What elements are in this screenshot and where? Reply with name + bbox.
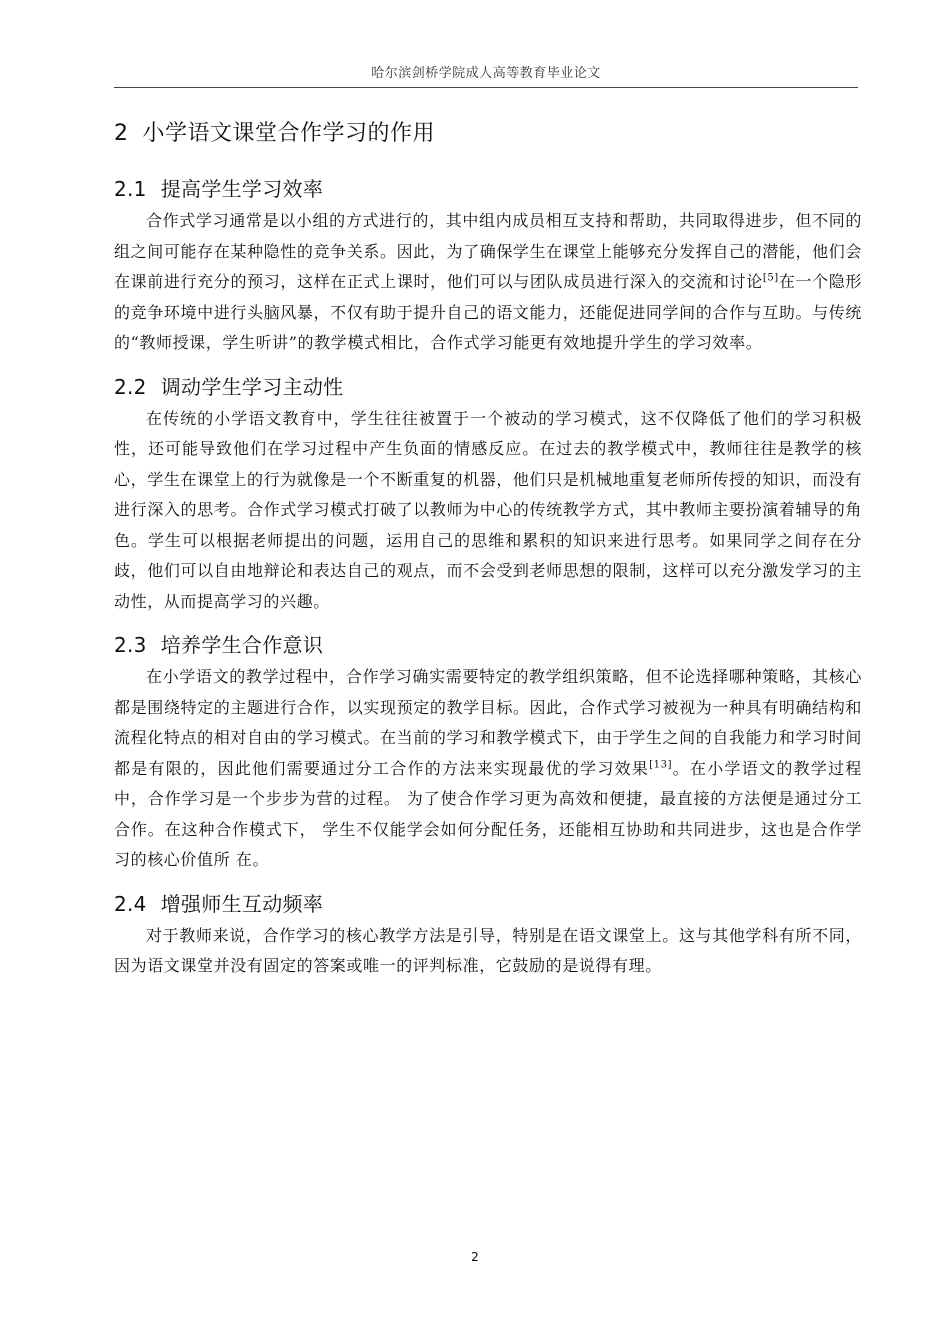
paragraph-text: 合作式学习通常是以小组的方式进行的，其中组内成员相互支持和帮助，共同取得进步，但不同的组之间可能存在某种隐性的竞争关系。因此，为了确保学生在课堂上能够充分发挥自己的潜能，他们会在课前进行充分的预习，这样在正式上课时，他们可以与团队成员进行深入的交流和讨论	[114, 211, 862, 291]
section-heading	[114, 173, 862, 202]
page-number: 2	[471, 1250, 479, 1264]
header-divider	[114, 87, 858, 88]
paragraph-text: 在一个隐形的竞争环境中进行头脑风暴，不仅有助于提升自己的语文能力，还能促进同学间的合作与互助。与传统的“教师授课，学生听讲”的教学模式相比，合作式学习能更有效地提升学生的学习效率。	[114, 272, 862, 352]
page-body	[114, 112, 862, 988]
chapter-heading	[114, 116, 862, 147]
section-title: 调动学生学习主动性	[160, 374, 344, 399]
chapter-title: 小学语文课堂合作学习的作用	[142, 121, 436, 146]
section-title: 增强师生互动频率	[160, 891, 324, 916]
section-paragraph: 在传统的小学语文教育中，学生往往被置于一个被动的学习模式，这不仅降低了他们的学习积极性，还可能导致他们在学习过程中产生负面的情感反应。在过去的教学模式中，教师往往是教学的核心，学生在课堂上的行为就像是一个不断重复的机器，他们只是机械地重复老师所传授的知识，而没有进行深入的思考。合作式学习模式打破了以教师为中心的传统教学方式，其中教师主要扮演着辅导的角色。学生可以根据老师提出的问题，运用自己的思维和累积的知识来进行思考。如果同学之间存在分歧，他们可以自由地辩论和表达自己的观点，而不会受到老师思想的限制，这样可以充分激发学习的主动性，从而提高学习的兴趣。	[114, 408, 862, 611]
section-heading	[114, 629, 862, 658]
header-title: 哈尔滨剑桥学院成人高等教育毕业论文	[371, 66, 601, 81]
section-paragraph: 对于教师来说，合作学习的核心教学方法是引导，特别是在语文课堂上。这与其他学科有所不同，因为语文课堂并没有固定的答案或唯一的评判标准，它鼓励的是说得有理。	[114, 925, 862, 975]
citation-ref: [5]	[762, 272, 779, 284]
section-title: 提高学生学习效率	[160, 177, 324, 201]
section-title: 培养学生合作意识	[160, 633, 324, 657]
section-number: 2.4	[114, 891, 147, 916]
section-number: 2.1	[114, 177, 147, 201]
section-2-3	[114, 629, 862, 876]
section-number: 2.3	[114, 633, 147, 657]
section-paragraph	[114, 206, 862, 359]
section-2-1	[114, 173, 862, 359]
section-2-4	[114, 888, 862, 982]
section-2-2	[114, 371, 862, 618]
section-heading	[114, 371, 862, 400]
section-heading	[114, 888, 862, 917]
section-number: 2.2	[114, 374, 147, 399]
citation-ref: [13]	[649, 759, 673, 771]
paragraph-text: 在小学语文的教学过程中，合作学习确实需要特定的教学组织策略，但不论选择哪种策略，其核心都是围绕特定的主题进行合作，以实现预定的教学目标。因此，合作式学习被视为一种具有明确结构和流程化特点的相对自由的学习模式。在当前的学习和教学模式下，由于学生之间的自我能力和学习时间都是有限的，因此他们需要通过分工合作的方法来实现最优的学习效果	[114, 667, 862, 778]
paragraph-text: 。在小学语文的教学过程中，合作学习是一个步步为营的过程。 为了使合作学习更为高效和便捷，最直接的方法便是通过分工合作。在这种合作模式下， 学生不仅能学会如何分配任务，还能相互协助和共同进步，这也是合作学习的核心价值所 在。	[114, 758, 862, 869]
section-paragraph	[114, 662, 862, 876]
chapter-number: 2	[114, 121, 129, 146]
